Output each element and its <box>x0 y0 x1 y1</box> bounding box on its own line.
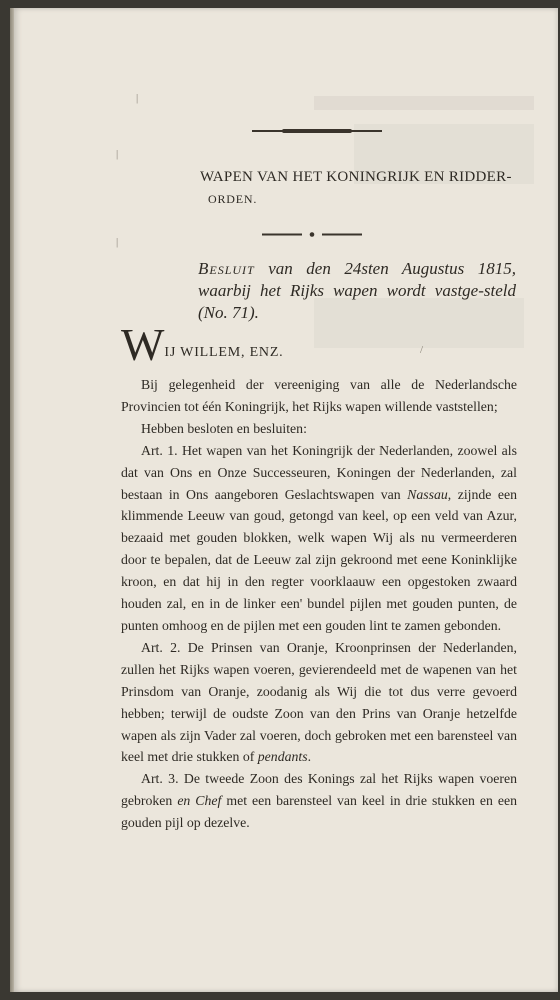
decree-text: van den 24sten Augustus 1815, waarbij het Rijks wapen wordt vastge-steld (No. 71). <box>198 259 516 322</box>
article-1-italic: Nassau <box>407 486 448 502</box>
margin-mark: / <box>420 344 424 356</box>
decree-heading <box>198 258 516 324</box>
margin-mark: | <box>116 148 119 160</box>
paragraph-article-3 <box>121 768 517 834</box>
article-2-text: Art. 2. De Prinsen van Oranje, Kroonprinsen der Nederlanden, zullen het Rijks wapen voeren, gevierendeeld met de wapenen van het Prinsdom van Oranje, zoodanig als Wij die tot dus verre gevoerd hebben; terwijl de oudste Zoon van den Prins van Oranje hetzelfde wapen als zijn Vader zal voeren, doch gebroken met een barensteel van keel met drie stukken of <box>121 639 517 765</box>
paragraph-resolution: Hebben besloten en besluiten: <box>141 420 307 436</box>
paragraph-article-1 <box>121 440 517 637</box>
decree-label: Besluit <box>198 259 255 278</box>
margin-mark: | <box>116 236 119 248</box>
article-3-text: Art. 3. De tweede Zoon des Konings zal het Rijks wapen voeren gebroken <box>121 771 517 809</box>
article-2-tail: . <box>307 749 312 765</box>
article-1-rest: , zijnde een klimmende Leeuw van goud, getongd van keel, op een veld van Azur, bezaaid met gouden blokken, welk wapen Wij als nu vermeerderen door te bepalen, dat de Leeuw zal zijn gekroond met eene Koninklijke kroon, en dat hij in den regter voorklaauw een opgestoken zwaard houden zal, en in de linker een' bundel pijlen met gouden punten, de punten omhoog en de pijlen met een gouden lint te zamen gebonden. <box>121 486 517 633</box>
opening-tail: , ENZ. <box>240 345 284 360</box>
body-text <box>121 374 517 834</box>
decree-opening <box>121 319 284 370</box>
opening-name: IJ WILLEM <box>164 345 241 360</box>
margin-mark: | <box>136 92 139 104</box>
section-title-line2: ORDEN. <box>208 192 258 206</box>
paragraph-preamble: Bij gelegenheid der vereeniging van alle de Nederlandsche Provincien tot één Koningrijk, het Rijks wapen willende vaststellen; <box>121 377 517 414</box>
article-1-text: Art. 1. Het wapen van het Koningrijk der Nederlanden, zoowel als dat van Ons en Onze Successeuren, Koningen der Nederlanden, zal bestaan in Ons aangeboren Geslachtswapen van <box>121 442 517 502</box>
bleed-through-shadow <box>314 96 534 110</box>
article-3-italic: en Chef <box>177 793 222 809</box>
article-2-italic: pendants <box>257 749 308 765</box>
section-title <box>200 166 520 210</box>
drop-cap: W <box>121 319 165 370</box>
paragraph-article-2 <box>121 637 517 768</box>
section-title-text: WAPEN VAN HET KONINGRIJK EN RIDDER- <box>200 169 512 185</box>
article-3-rest: met een barensteel van keel in drie stukken en een gouden pijl op dezelve. <box>121 793 518 831</box>
divider-ornament <box>262 232 362 237</box>
top-rule-ornament <box>252 130 382 132</box>
